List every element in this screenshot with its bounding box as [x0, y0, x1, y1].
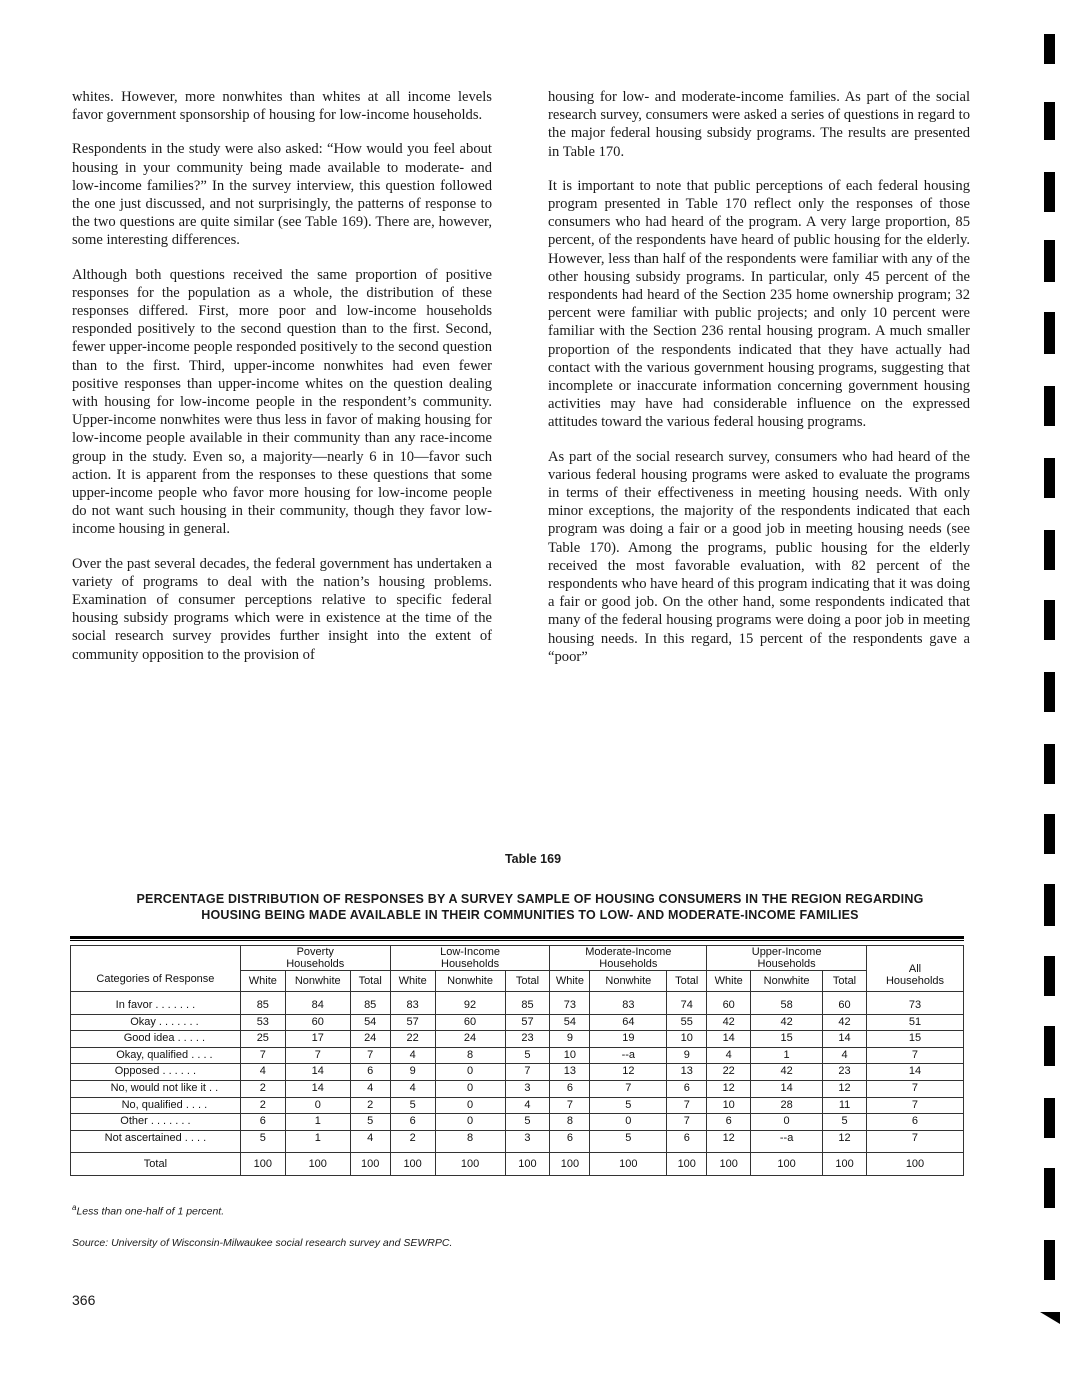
sub-header: Nonwhite — [590, 971, 667, 992]
table-cell: 73 — [550, 992, 590, 1015]
table-cell: 54 — [350, 1014, 390, 1031]
table-cell: 15 — [866, 1031, 963, 1048]
table-cell: 13 — [667, 1064, 707, 1081]
table-cell: 9 — [667, 1047, 707, 1064]
table-cell: 14 — [823, 1031, 867, 1048]
table-cell: 8 — [550, 1114, 590, 1131]
category-header: Categories of Response — [71, 946, 241, 992]
edge-bar — [1044, 814, 1055, 854]
table-cell: 83 — [590, 992, 667, 1015]
edge-bar — [1044, 102, 1055, 140]
table-cell: 0 — [435, 1064, 505, 1081]
table-cell: 83 — [390, 992, 435, 1015]
paragraph: As part of the social research survey, consumers who had heard of the various federal housing programs were asked to evaluate the programs in terms of their effectiveness in meeting housing needs. With only minor exceptions, the majority of the respondents indicated that each program was doing a fair or a good job in meeting housing needs (see Table 170). Among the programs, public housing for the elderly received the most favorable evaluation, with 82 percent of the respondents who have heard of this program indicating that it was doing a fair or good job. On the other hand, some respondents indicated that many of the federal housing programs were doing a poor job in meeting housing needs. In this regard, 15 percent of the respondents gave a “poor” — [548, 448, 970, 665]
total-label: Total — [71, 1153, 241, 1176]
table-cell: 5 — [590, 1130, 667, 1153]
table-cell: 14 — [285, 1064, 350, 1081]
table-cell: 23 — [505, 1031, 550, 1048]
table-cell: 2 — [350, 1097, 390, 1114]
table-cell: 0 — [590, 1114, 667, 1131]
table-cell: 19 — [590, 1031, 667, 1048]
table-cell: 4 — [823, 1047, 867, 1064]
edge-bar — [1044, 386, 1055, 426]
scan-edge-marks — [1040, 0, 1060, 1380]
table-cell: 6 — [667, 1130, 707, 1153]
table-cell: 51 — [866, 1014, 963, 1031]
table-cell: 85 — [350, 992, 390, 1015]
table-cell: 7 — [240, 1047, 285, 1064]
paragraph: Although both questions received the same proportion of positive responses for the population as a whole, the distribution of these responses differed. First, more poor and low-income households responded positively to the second question than to the first. Second, fewer upper-income people responded positively to the second question than to the first. Third, upper-income nonwhites had even fewer positive responses than upper-income whites on the question dealing with housing for low-income people in the respondent’s community. Upper-income nonwhites were thus less in favor of making housing for low-income people available in their community than any race-income group in the study. Even so, a majority—nearly 6 in 10—favor such action. It is apparent from the responses to these questions that some upper-income people who favor more housing for low-income people do not want such housing in their community, though they favor low-income housing in general. — [72, 266, 492, 538]
table-cell: 4 — [505, 1097, 550, 1114]
edge-bar — [1044, 240, 1055, 282]
table-cell: 24 — [350, 1031, 390, 1048]
table-cell: 11 — [823, 1097, 867, 1114]
table-cell: 1 — [751, 1047, 823, 1064]
table-cell: 12 — [590, 1064, 667, 1081]
table-cell: 6 — [350, 1064, 390, 1081]
row-category-label: In favor . . . . . . . — [71, 992, 241, 1015]
table-cell: 6 — [866, 1114, 963, 1131]
table-cell: 100 — [350, 1153, 390, 1176]
edge-bar — [1044, 600, 1055, 640]
table-cell: 23 — [823, 1064, 867, 1081]
table-row — [71, 1114, 964, 1131]
table-cell: 9 — [550, 1031, 590, 1048]
table-cell: 22 — [707, 1064, 751, 1081]
table-cell: 7 — [866, 1047, 963, 1064]
table-cell: 58 — [751, 992, 823, 1015]
table-cell: 85 — [505, 992, 550, 1015]
table-cell: 8 — [435, 1047, 505, 1064]
table-cell: 6 — [550, 1080, 590, 1097]
table-cell: 0 — [751, 1114, 823, 1131]
sub-header: Total — [667, 971, 707, 992]
edge-bar — [1044, 34, 1055, 64]
table-cell: 14 — [707, 1031, 751, 1048]
group-header-low-income: Low-Income Households — [390, 946, 550, 971]
group-header-row — [71, 946, 964, 971]
table-cell: 25 — [240, 1031, 285, 1048]
table-cell: 5 — [390, 1097, 435, 1114]
paragraph: housing for low- and moderate-income families. As part of the social research survey, consumers were asked a series of questions in regard to the major federal housing subsidy programs. The results are presented in Table 170. — [548, 89, 970, 160]
table-title-line: HOUSING BEING MADE AVAILABLE IN THEIR COMMUNITIES TO LOW- AND MODERATE-INCOME FAMILIES — [201, 908, 859, 922]
page-number: 366 — [72, 1292, 96, 1308]
paragraph: whites. However, more nonwhites than whites at all income levels favor government sponsorship of housing for low-income households. — [72, 89, 492, 124]
sub-header: White — [707, 971, 751, 992]
footnote-text: Less than one-half of 1 percent. — [76, 1205, 225, 1218]
table-cell: 10 — [550, 1047, 590, 1064]
table-cell: 57 — [390, 1014, 435, 1031]
sub-header: White — [390, 971, 435, 992]
table-cell: 84 — [285, 992, 350, 1015]
table-cell: 100 — [435, 1153, 505, 1176]
table-cell: 100 — [550, 1153, 590, 1176]
table-cell: 6 — [240, 1114, 285, 1131]
table-cell: 2 — [390, 1130, 435, 1153]
table-cell: 100 — [823, 1153, 867, 1176]
table-cell: 0 — [435, 1114, 505, 1131]
response-distribution-table — [70, 945, 964, 1176]
table-cell: 5 — [350, 1114, 390, 1131]
table-cell: 100 — [390, 1153, 435, 1176]
table-cell: 10 — [707, 1097, 751, 1114]
group-header-all: All Households — [866, 946, 963, 992]
row-category-label: Good idea . . . . . — [71, 1031, 241, 1048]
table-cell: 100 — [667, 1153, 707, 1176]
table-cell: 42 — [751, 1014, 823, 1031]
table-cell: 7 — [667, 1097, 707, 1114]
table-cell: 0 — [435, 1080, 505, 1097]
row-category-label: Other . . . . . . . — [71, 1114, 241, 1131]
table-cell: 17 — [285, 1031, 350, 1048]
table-cell: 5 — [823, 1114, 867, 1131]
table-cell: 4 — [350, 1130, 390, 1153]
table-cell: 7 — [866, 1097, 963, 1114]
right-text-column — [548, 88, 970, 682]
table-cell: 28 — [751, 1097, 823, 1114]
table-cell: 2 — [240, 1097, 285, 1114]
table-cell: 12 — [707, 1130, 751, 1153]
edge-bar — [1044, 172, 1055, 212]
table-cell: 8 — [435, 1130, 505, 1153]
sub-header: Nonwhite — [435, 971, 505, 992]
table-cell: 9 — [390, 1064, 435, 1081]
table-cell: 85 — [240, 992, 285, 1015]
edge-bar — [1044, 956, 1055, 996]
table-cell: 15 — [751, 1031, 823, 1048]
table-row — [71, 1014, 964, 1031]
table-cell: 100 — [751, 1153, 823, 1176]
table-cell: 14 — [866, 1064, 963, 1081]
table-cell: 3 — [505, 1130, 550, 1153]
corner-triangle-mark — [1040, 1312, 1060, 1324]
table-cell: --a — [751, 1130, 823, 1153]
table-cell: 2 — [240, 1080, 285, 1097]
paragraph: It is important to note that public perceptions of each federal housing program presented in Table 170 reflect only the responses of those consumers who had heard of the program. A very large proportion, 85 percent, of the respondents have heard of public housing for the elderly. However, less than half of the respondents were familiar with any of the other housing subsidy programs. In particular, only 45 percent of the respondents had heard of the Section 235 home ownership program; 32 percent were familiar with public projects; and only 10 percent were familiar with the Section 236 rental housing program. A much smaller proportion of the respondents indicated that they have actually had contact with the various government housing programs, suggesting that incomplete or inaccurate information concerning government housing activities may have had considerable influence on the expressed attitudes toward the various federal housing programs. — [548, 177, 970, 431]
table-cell: 100 — [707, 1153, 751, 1176]
table-cell: 3 — [505, 1080, 550, 1097]
sub-header: White — [550, 971, 590, 992]
table-row — [71, 1064, 964, 1081]
edge-bar — [1044, 672, 1055, 712]
table-cell: 6 — [390, 1114, 435, 1131]
table-cell: 5 — [240, 1130, 285, 1153]
sub-header: Total — [350, 971, 390, 992]
table-row — [71, 1080, 964, 1097]
table-cell: 0 — [285, 1097, 350, 1114]
table-cell: 13 — [550, 1064, 590, 1081]
table-top-rule-thin — [70, 940, 964, 941]
row-category-label: No, would not like it . . — [71, 1080, 241, 1097]
group-header-upper-income: Upper-Income Households — [707, 946, 867, 971]
edge-bar — [1044, 1098, 1055, 1138]
table-cell: 100 — [505, 1153, 550, 1176]
sub-header: Nonwhite — [751, 971, 823, 992]
row-category-label: Opposed . . . . . . — [71, 1064, 241, 1081]
table-cell: 1 — [285, 1130, 350, 1153]
table-cell: 7 — [866, 1080, 963, 1097]
row-category-label: Okay, qualified . . . . — [71, 1047, 241, 1064]
table-cell: 42 — [751, 1064, 823, 1081]
edge-bar — [1044, 1240, 1055, 1280]
table-cell: 7 — [667, 1114, 707, 1131]
table-label: Table 169 — [504, 852, 562, 866]
table-row — [71, 1097, 964, 1114]
group-header-poverty: Poverty Households — [240, 946, 390, 971]
table-cell: 100 — [240, 1153, 285, 1176]
table-cell: 60 — [435, 1014, 505, 1031]
sub-header: White — [240, 971, 285, 992]
table-source: Source: University of Wisconsin-Milwaukee social research survey and SEWRPC. — [72, 1237, 453, 1249]
table-cell: 4 — [707, 1047, 751, 1064]
table-cell: 7 — [505, 1064, 550, 1081]
table-cell: 7 — [590, 1080, 667, 1097]
table-cell: 22 — [390, 1031, 435, 1048]
row-category-label: Okay . . . . . . . — [71, 1014, 241, 1031]
table-cell: 6 — [550, 1130, 590, 1153]
table-cell: 74 — [667, 992, 707, 1015]
table-cell: 100 — [590, 1153, 667, 1176]
table-cell: 4 — [390, 1080, 435, 1097]
table-cell: --a — [590, 1047, 667, 1064]
table-cell: 100 — [866, 1153, 963, 1176]
table-cell: 6 — [707, 1114, 751, 1131]
table-cell: 60 — [285, 1014, 350, 1031]
table-cell: 5 — [505, 1114, 550, 1131]
table-top-rule — [70, 936, 964, 939]
table-footnote — [72, 1203, 224, 1218]
table-row — [71, 1130, 964, 1153]
table-cell: 4 — [350, 1080, 390, 1097]
table-cell: 42 — [707, 1014, 751, 1031]
table-cell: 60 — [707, 992, 751, 1015]
table-cell: 1 — [285, 1114, 350, 1131]
table-cell: 4 — [390, 1047, 435, 1064]
table-cell: 24 — [435, 1031, 505, 1048]
sub-header: Total — [505, 971, 550, 992]
edge-bar — [1044, 458, 1055, 498]
table-cell: 12 — [707, 1080, 751, 1097]
paragraph: Over the past several decades, the federal government has undertaken a variety of programs to deal with the nation’s housing problems. Examination of consumer perceptions relative to specific federal housing subsidy programs which were in existence at the time of the social research survey provides further insight into the extent of community opposition to the provision of — [72, 555, 492, 663]
table-cell: 7 — [350, 1047, 390, 1064]
table-row — [71, 1031, 964, 1048]
edge-bar — [1044, 884, 1055, 926]
table-cell: 4 — [240, 1064, 285, 1081]
table-cell: 64 — [590, 1014, 667, 1031]
left-text-column — [72, 88, 492, 680]
paragraph: Respondents in the study were also asked: “How would you feel about housing in your community being made available to moderate- and low-income families?” In the survey interview, this question followed the one just discussed, and not surprisingly, the patterns of response to the two questions are quite similar (see Table 169). There are, however, some interesting differences. — [72, 141, 492, 249]
sub-header: Nonwhite — [285, 971, 350, 992]
table-cell: 12 — [823, 1080, 867, 1097]
table-cell: 14 — [285, 1080, 350, 1097]
table-cell: 92 — [435, 992, 505, 1015]
table-cell: 100 — [285, 1153, 350, 1176]
row-category-label: No, qualified . . . . — [71, 1097, 241, 1114]
table-cell: 7 — [550, 1097, 590, 1114]
table-title — [90, 891, 970, 923]
table-cell: 42 — [823, 1014, 867, 1031]
row-category-label: Not ascertained . . . . — [71, 1130, 241, 1153]
edge-bar — [1044, 1026, 1055, 1066]
table-row — [71, 1047, 964, 1064]
edge-bar — [1044, 1168, 1055, 1208]
edge-bar — [1044, 744, 1055, 784]
table-cell: 57 — [505, 1014, 550, 1031]
sub-header: Total — [823, 971, 867, 992]
total-row — [71, 1153, 964, 1176]
table-cell: 6 — [667, 1080, 707, 1097]
table-body — [71, 992, 964, 1153]
footnote-marker: a — [72, 1203, 77, 1212]
group-header-moderate-income: Moderate-Income Households — [550, 946, 707, 971]
table-cell: 73 — [866, 992, 963, 1015]
table-cell: 12 — [823, 1130, 867, 1153]
table-cell: 5 — [590, 1097, 667, 1114]
table-cell: 5 — [505, 1047, 550, 1064]
table-row — [71, 992, 964, 1015]
table-cell: 7 — [866, 1130, 963, 1153]
edge-bar — [1044, 530, 1055, 570]
table-cell: 7 — [285, 1047, 350, 1064]
table-cell: 60 — [823, 992, 867, 1015]
table-cell: 0 — [435, 1097, 505, 1114]
table-cell: 54 — [550, 1014, 590, 1031]
table-cell: 53 — [240, 1014, 285, 1031]
table-cell: 55 — [667, 1014, 707, 1031]
table-cell: 10 — [667, 1031, 707, 1048]
table-cell: 14 — [751, 1080, 823, 1097]
edge-bar — [1044, 312, 1055, 354]
table-title-line: PERCENTAGE DISTRIBUTION OF RESPONSES BY A SURVEY SAMPLE OF HOUSING CONSUMERS IN THE REGION REGARDING — [136, 892, 924, 906]
